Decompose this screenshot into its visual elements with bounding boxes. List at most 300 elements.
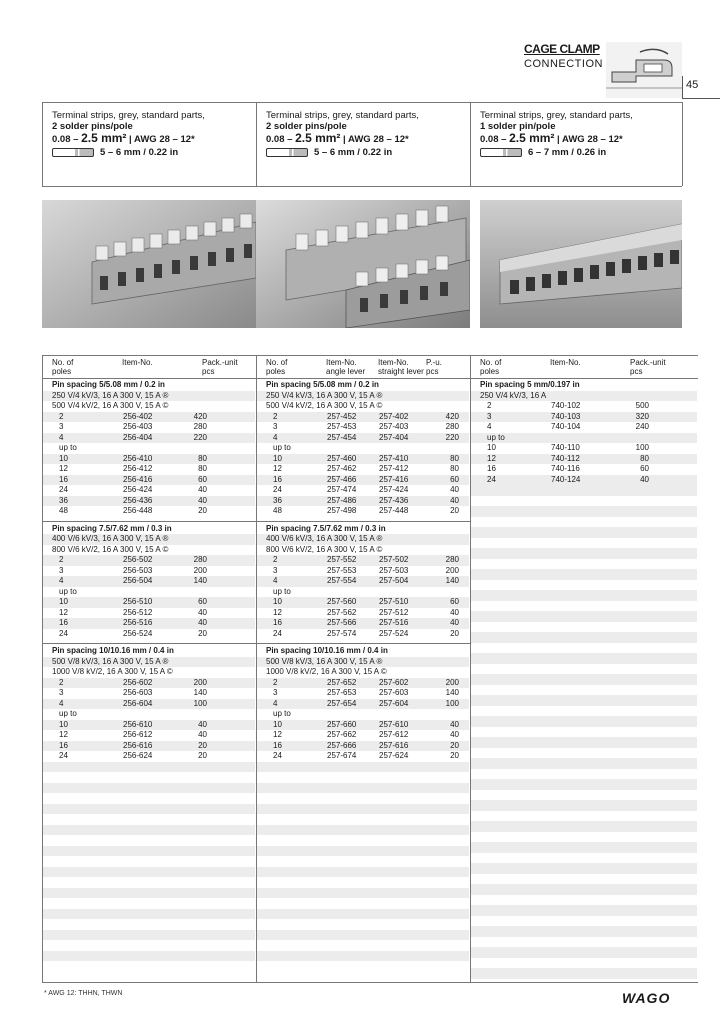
frame-div-2: [470, 102, 471, 186]
table-row: [257, 422, 469, 433]
empty-row: [257, 793, 469, 804]
col3-strip-length: 6 – 7 mm / 0.26 in: [480, 147, 680, 158]
table-cell: 20: [198, 740, 207, 750]
table-cell: 257-462: [327, 464, 357, 473]
table-cell: 257-452: [327, 411, 357, 421]
table-row: [43, 454, 255, 465]
table-cell: 60: [450, 474, 459, 484]
empty-row: [471, 874, 697, 885]
table-row: [43, 475, 255, 486]
table-row: [43, 485, 255, 496]
empty-row: [257, 940, 469, 951]
product-photo-256: [42, 200, 256, 328]
table-cell: 60: [450, 597, 459, 606]
section-title: 250 V/4 kV/3, 16 A: [471, 391, 697, 402]
table-cell: 40: [198, 485, 207, 494]
col2-header: [266, 110, 466, 158]
table-row: [43, 422, 255, 433]
table-top-rule: [42, 355, 698, 356]
table-row: [257, 597, 469, 608]
table-cell: 740-102: [551, 401, 581, 410]
table-cell: 256-524: [123, 628, 153, 638]
table-cell: 200: [445, 677, 459, 687]
empty-row: [43, 825, 255, 836]
table-bottom-rule: [42, 982, 698, 983]
table-cell: 280: [445, 422, 459, 431]
table-cell: 420: [445, 411, 459, 421]
col2-strip-length: 5 – 6 mm / 0.22 in: [266, 147, 466, 158]
table-cell: 257-510: [379, 597, 409, 606]
empty-row: [471, 905, 697, 916]
table-cell: 257-453: [327, 422, 357, 431]
table-cell: 2: [59, 677, 64, 687]
table-row: [43, 506, 255, 517]
table-row: [257, 730, 469, 741]
table-cell: 280: [193, 422, 207, 431]
table-cell: 257-566: [327, 618, 357, 627]
table-cell: 40: [450, 495, 459, 505]
table-row: [471, 433, 697, 444]
table-row: [43, 741, 255, 752]
section-title: 500 V/4 kV/2, 16 A 300 V, 15 A ©: [52, 401, 169, 410]
empty-row: [43, 940, 255, 951]
table-row: [257, 678, 469, 689]
table-cell: 24: [59, 751, 68, 760]
empty-row: [257, 856, 469, 867]
empty-row: [43, 877, 255, 888]
frame-div-1: [256, 102, 257, 186]
empty-row: [471, 538, 697, 549]
table-cell: 257-610: [379, 719, 409, 729]
table-cell: 257-486: [327, 495, 357, 505]
table-cell: 36: [273, 495, 282, 505]
table-row: [257, 576, 469, 587]
empty-row: [257, 877, 469, 888]
empty-row: [43, 930, 255, 941]
table-cell: up to: [487, 432, 505, 442]
empty-row: [471, 506, 697, 517]
table-cell: 280: [445, 555, 459, 564]
table-cell: 24: [59, 485, 68, 494]
footnote: * AWG 12: THHN, THWN: [44, 990, 123, 997]
table-cell: 256-512: [123, 607, 153, 617]
wire-strip-icon: [480, 148, 522, 157]
table-row: [43, 464, 255, 475]
table-cell: 3: [273, 422, 278, 431]
table-cell: 257-624: [379, 751, 409, 760]
table-cell: 257-436: [379, 495, 409, 505]
table-row: [43, 433, 255, 444]
empty-row: [43, 804, 255, 815]
table-cell: 740-104: [551, 422, 581, 431]
top-rule: [42, 102, 682, 103]
table-cell: 4: [273, 432, 278, 442]
table-cell: up to: [273, 709, 291, 718]
section-title: 500 V/4 kV/2, 16 A 300 V, 15 A ©: [266, 401, 383, 410]
empty-row: [257, 909, 469, 920]
empty-row: [471, 748, 697, 759]
empty-row: [471, 926, 697, 937]
table-cell: 40: [450, 607, 459, 617]
table-cell: 40: [450, 719, 459, 729]
brand-title: CAGE CLAMP: [524, 42, 600, 56]
table-cell: 10: [273, 719, 282, 729]
table-row: [43, 699, 255, 710]
table-cell: 3: [59, 565, 64, 575]
empty-row: [257, 783, 469, 794]
empty-row: [43, 961, 255, 972]
table-cell: 257-660: [327, 719, 357, 729]
empty-row: [43, 772, 255, 783]
table-column-header: No. of poles: [266, 358, 288, 376]
empty-row: [471, 611, 697, 622]
section-title: Pin spacing 5/5.08 mm / 0.2 in: [266, 380, 379, 389]
table-cell: 12: [273, 607, 282, 617]
table-cell: 257-402: [379, 411, 409, 421]
table-cell: 3: [59, 422, 64, 431]
table-row: [43, 629, 255, 640]
empty-row: [257, 814, 469, 825]
table-cell: 10: [59, 719, 68, 729]
empty-row: [471, 569, 697, 580]
wire-strip-icon: [52, 148, 94, 157]
empty-row: [43, 835, 255, 846]
table-cell: up to: [273, 443, 291, 452]
table-cell: 12: [59, 607, 68, 617]
empty-row: [257, 888, 469, 899]
table-cell: 3: [59, 688, 64, 697]
table-cell: 16: [273, 618, 282, 627]
table-row: [257, 485, 469, 496]
table-cell: 257-424: [379, 485, 409, 494]
table-cell: 80: [198, 453, 207, 463]
table-cell: 740-124: [551, 474, 581, 484]
empty-row: [471, 706, 697, 717]
empty-row: [43, 783, 255, 794]
table-row: [43, 751, 255, 762]
table-cell: 2: [59, 555, 64, 564]
table-cell: 140: [193, 576, 207, 585]
table-cell: 2: [273, 411, 278, 421]
table-cell: 4: [59, 698, 64, 708]
empty-row: [471, 884, 697, 895]
table-cell: 256-602: [123, 677, 153, 687]
table-cell: 24: [273, 751, 282, 760]
table-cell: 4: [273, 576, 278, 585]
brand-logo: [524, 42, 614, 70]
table-cell: 257-448: [379, 506, 409, 515]
table-row: [43, 576, 255, 587]
table-cell: 257-554: [327, 576, 357, 585]
empty-row: [471, 842, 697, 853]
empty-row: [257, 898, 469, 909]
table-cell: 36: [59, 495, 68, 505]
table-cell: 3: [273, 565, 278, 575]
empty-row: [471, 832, 697, 843]
table-row: [257, 699, 469, 710]
table-cell: 40: [450, 730, 459, 739]
table-cell: 20: [198, 506, 207, 515]
table-cell: 257-454: [327, 432, 357, 442]
table-cell: 80: [450, 453, 459, 463]
table-cell: 220: [445, 432, 459, 442]
table-row: [257, 496, 469, 507]
table-cell: 256-448: [123, 506, 153, 515]
table-row: [471, 443, 697, 454]
table-cell: 2: [59, 411, 64, 421]
table-column-header: No. of poles: [52, 358, 74, 376]
table-column-header: Pack.-unit pcs: [630, 358, 666, 376]
section-title: 800 V/6 kV/2, 16 A 300 V, 15 A ©: [52, 544, 169, 554]
table-row: [257, 741, 469, 752]
table-cell: 256-510: [123, 597, 153, 606]
table-row: [257, 475, 469, 486]
section-title: Pin spacing 10/10.16 mm / 0.4 in: [266, 646, 388, 655]
section-title: 500 V/8 kV/3, 16 A 300 V, 15 A ®: [257, 657, 469, 668]
table-cell: 257-562: [327, 607, 357, 617]
table-cell: 257-560: [327, 597, 357, 606]
empty-row: [471, 632, 697, 643]
table-cell: 256-424: [123, 485, 153, 494]
table-cell: 257-666: [327, 740, 357, 750]
table-cell: 10: [59, 597, 68, 606]
table-cell: 257-604: [379, 698, 409, 708]
table-cell: 12: [487, 453, 496, 463]
table-cell: 740-112: [551, 453, 580, 463]
empty-row: [471, 800, 697, 811]
table-cell: 257-603: [379, 688, 409, 697]
table-cell: 256-516: [123, 618, 153, 627]
table-row: [257, 720, 469, 731]
table-header-rule: [470, 378, 698, 379]
table-cell: 257-553: [327, 565, 357, 575]
table-cell: 256-604: [123, 698, 153, 708]
table-row: [257, 629, 469, 640]
table-row: [43, 587, 255, 598]
frame-left: [42, 102, 43, 186]
table-column-header: Item-No.: [122, 358, 153, 367]
table-cell: 256-402: [123, 411, 153, 421]
table-cell: 257-552: [327, 555, 357, 564]
table-cell: 60: [640, 464, 649, 473]
empty-row: [471, 653, 697, 664]
empty-row: [471, 548, 697, 559]
empty-row: [257, 835, 469, 846]
empty-row: [257, 919, 469, 930]
table-cell: 40: [198, 607, 207, 617]
empty-row: [471, 937, 697, 948]
empty-row: [257, 846, 469, 857]
table-cell: 257-616: [379, 740, 409, 750]
section-title: 500 V/8 kV/3, 16 A 300 V, 15 A ®: [43, 657, 255, 668]
table-cell: 40: [450, 485, 459, 494]
table-cell: up to: [59, 443, 77, 452]
table-column-header: Item-No. straight lever: [378, 358, 424, 376]
table-column-header: No. of poles: [480, 358, 502, 376]
table-row: [257, 433, 469, 444]
table-cell: 200: [193, 565, 207, 575]
table-cell: 256-404: [123, 432, 153, 442]
table-row: [257, 555, 469, 566]
table-cell: 100: [193, 698, 207, 708]
section-title: 400 V/6 kV/3, 16 A 300 V, 15 A ®: [43, 534, 255, 545]
section-title: 250 V/4 kV/3, 16 A 300 V, 15 A ®: [43, 391, 255, 402]
table-cell: 740-103: [551, 411, 581, 421]
brand-subtitle: CONNECTION: [524, 58, 603, 70]
table-row: [43, 597, 255, 608]
table-cell: 16: [59, 618, 68, 627]
empty-row: [471, 485, 697, 496]
table-cell: 200: [445, 565, 459, 575]
col3-header-line1: Terminal strips, grey, standard parts,: [480, 110, 633, 121]
table-cell: 10: [59, 453, 68, 463]
empty-row: [471, 496, 697, 507]
table-row: [257, 443, 469, 454]
empty-row: [471, 664, 697, 675]
section-title: Pin spacing 5 mm/0.197 in: [480, 380, 580, 389]
table-row: [257, 751, 469, 762]
section-title: Pin spacing 7.5/7.62 mm / 0.3 in: [52, 523, 172, 533]
section-title: 1000 V/8 kV/2, 16 A 300 V, 15 A ©: [266, 667, 387, 676]
section-rule: [256, 521, 470, 522]
table-cell: 256-616: [123, 740, 153, 750]
table-cell: 12: [273, 464, 282, 473]
table-cell: 420: [193, 411, 207, 421]
table-row: [43, 496, 255, 507]
section-title: Pin spacing 7.5/7.62 mm / 0.3 in: [266, 523, 386, 533]
table-row: [257, 454, 469, 465]
table-column-header: Item-No.: [550, 358, 581, 367]
table-cell: 320: [635, 411, 649, 421]
empty-row: [471, 685, 697, 696]
section-title: 250 V/4 kV/3, 16 A 300 V, 15 A ®: [257, 391, 469, 402]
empty-row: [471, 580, 697, 591]
table-column-header: Pack.-unit pcs: [202, 358, 238, 376]
table-cell: 257-512: [379, 607, 409, 617]
empty-row: [257, 772, 469, 783]
table-cell: 256-603: [123, 688, 153, 697]
table-cell: 256-403: [123, 422, 153, 431]
empty-row: [471, 622, 697, 633]
table-cell: 24: [59, 628, 68, 638]
empty-row: [43, 867, 255, 878]
empty-row: [471, 779, 697, 790]
table-cell: 256-624: [123, 751, 153, 760]
table-cell: 257-403: [379, 422, 409, 431]
col2-header-line2: 2 solder pins/pole: [266, 121, 347, 132]
table-cell: 256-412: [123, 464, 153, 473]
empty-row: [43, 856, 255, 867]
table-row: [43, 709, 255, 720]
table-cell: 40: [198, 618, 207, 627]
table-cell: 257-503: [379, 565, 409, 575]
table-cell: 24: [487, 474, 496, 484]
col1-header: [52, 110, 252, 158]
table-cell: 200: [193, 677, 207, 687]
table-cell: 140: [445, 576, 459, 585]
table-row: [43, 720, 255, 731]
section-title: Pin spacing 10/10.16 mm / 0.4 in: [52, 646, 174, 655]
table-cell: 140: [193, 688, 207, 697]
section-title: 800 V/6 kV/2, 16 A 300 V, 15 A ©: [266, 544, 383, 554]
table-row: [257, 566, 469, 577]
table-cell: 257-652: [327, 677, 357, 687]
section-rule: [42, 521, 256, 522]
empty-row: [43, 793, 255, 804]
table-row: [43, 608, 255, 619]
table-cell: 2: [273, 555, 278, 564]
frame-right: [682, 102, 683, 186]
table-row: [43, 730, 255, 741]
table-cell: 256-610: [123, 719, 153, 729]
col2-spec: 0.08 – 2.5 mm² | AWG 28 – 12*: [266, 131, 409, 145]
section-title: Pin spacing 5/5.08 mm / 0.2 in: [52, 380, 165, 389]
empty-row: [43, 909, 255, 920]
table-cell: 257-574: [327, 628, 357, 638]
table-cell: 20: [450, 751, 459, 760]
table-cell: 80: [450, 464, 459, 473]
empty-row: [471, 769, 697, 780]
table-cell: 257-404: [379, 432, 409, 442]
empty-row: [471, 674, 697, 685]
table-row: [471, 454, 697, 465]
table-cell: 257-474: [327, 485, 357, 494]
col1-header-line2: 2 solder pins/pole: [52, 121, 133, 132]
col3-header-line2: 1 solder pin/pole: [480, 121, 556, 132]
table-cell: 40: [640, 474, 649, 484]
table-row: [471, 464, 697, 475]
section-rule: [256, 643, 470, 644]
empty-row: [471, 863, 697, 874]
table-cell: 16: [487, 464, 496, 473]
empty-row: [471, 517, 697, 528]
table-row: [257, 608, 469, 619]
empty-row: [471, 895, 697, 906]
table-cell: 10: [273, 453, 282, 463]
table-cell: 20: [450, 506, 459, 515]
empty-row: [43, 762, 255, 773]
table-cell: up to: [59, 709, 77, 718]
table-cell: 256-436: [123, 495, 153, 505]
table-cell: 257-516: [379, 618, 409, 627]
empty-row: [471, 916, 697, 927]
table-cell: 80: [640, 453, 649, 463]
table-row: [257, 618, 469, 629]
empty-row: [471, 811, 697, 822]
table-row: [257, 412, 469, 423]
empty-row: [43, 846, 255, 857]
empty-row: [43, 919, 255, 930]
empty-row: [471, 727, 697, 738]
table-cell: 20: [450, 740, 459, 750]
table-cell: 256-504: [123, 576, 153, 585]
table-cell: 256-416: [123, 474, 153, 484]
table-cell: 2: [273, 677, 278, 687]
table-cell: 16: [273, 740, 282, 750]
empty-row: [471, 527, 697, 538]
empty-row: [43, 888, 255, 899]
table-cell: 257-504: [379, 576, 409, 585]
empty-row: [471, 958, 697, 969]
table-cell: up to: [59, 586, 77, 596]
table-cell: 16: [59, 740, 68, 750]
table-cell: 100: [445, 698, 459, 708]
empty-row: [471, 601, 697, 612]
table-row: [43, 412, 255, 423]
table-row: [471, 475, 697, 486]
empty-row: [43, 951, 255, 962]
table-cell: 280: [193, 555, 207, 564]
